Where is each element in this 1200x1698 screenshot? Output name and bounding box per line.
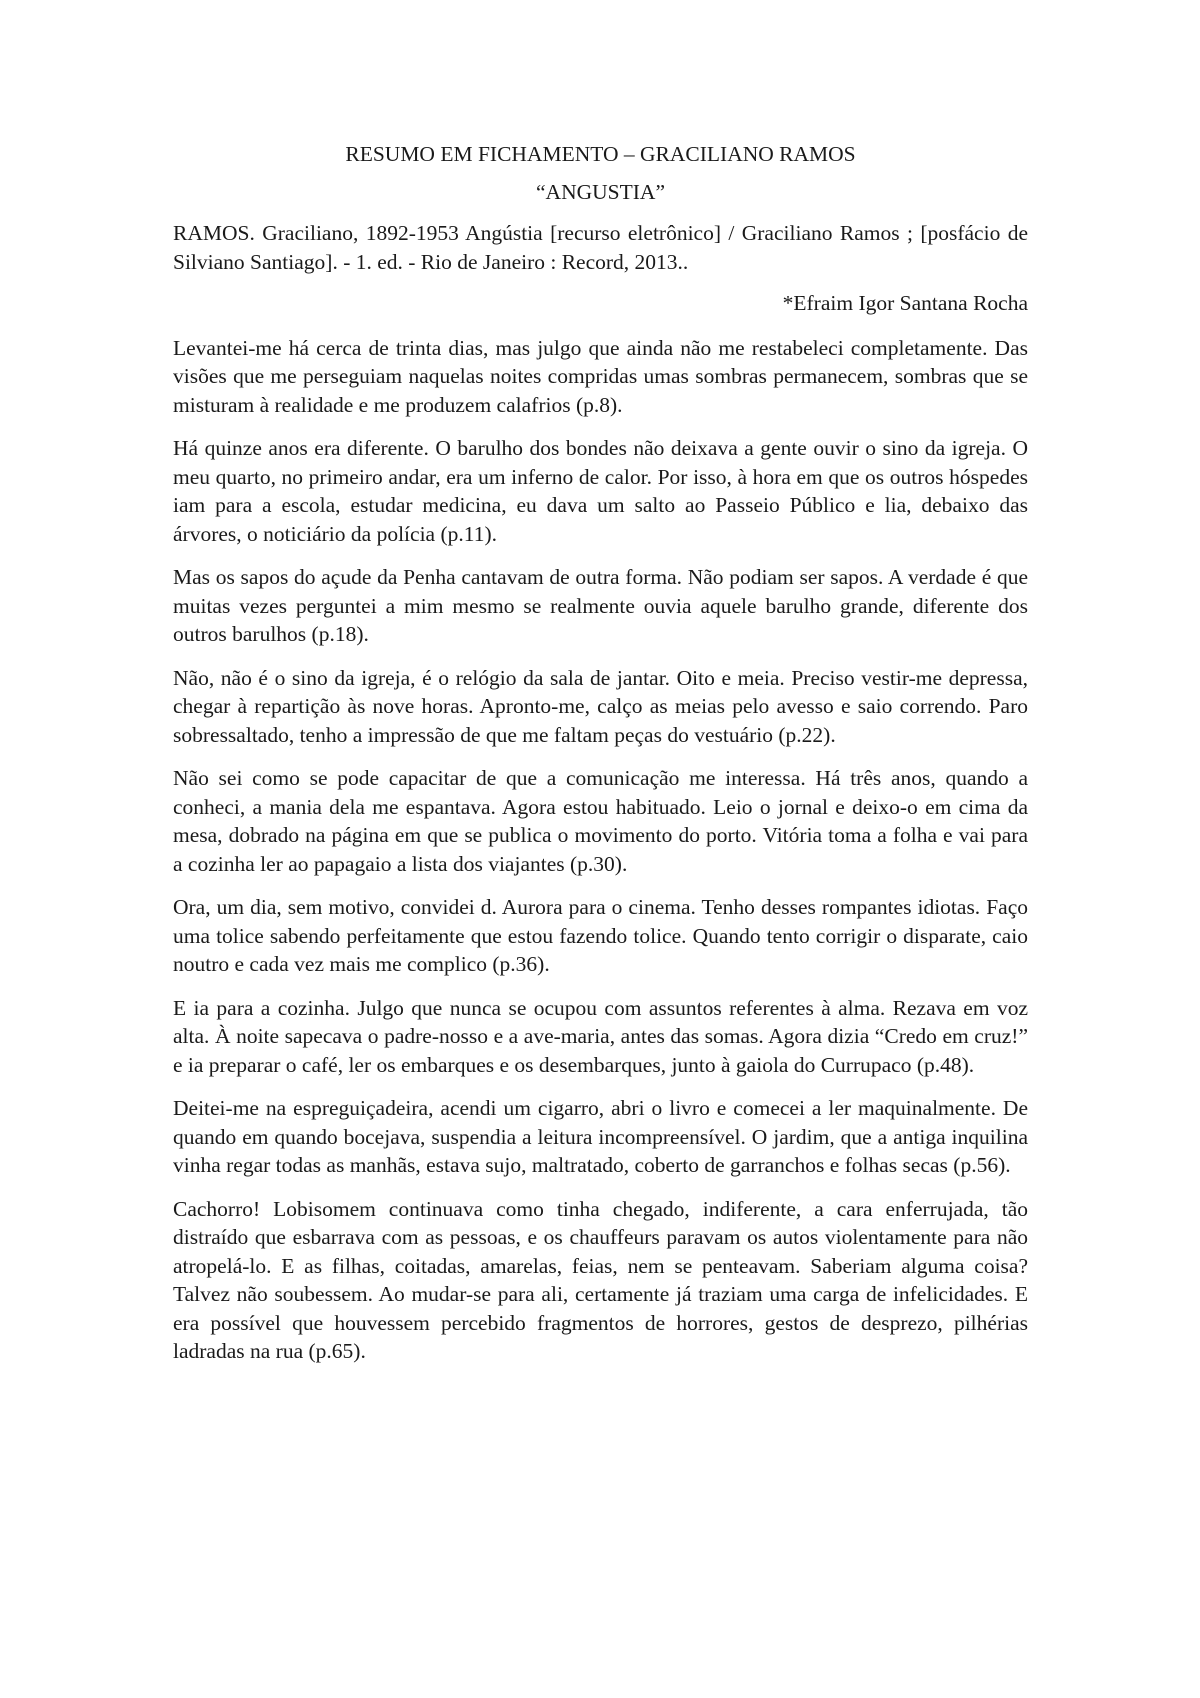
document-title: RESUMO EM FICHAMENTO – GRACILIANO RAMOS (345, 142, 856, 166)
excerpt-paragraph: Não, não é o sino da igreja, é o relógio da sala de jantar. Oito e meia. Preciso vestir-me depressa, chegar à repartição às nove horas. Apronto-me, calço as meias pelo avesso e saio correndo. Paro sobressaltado, tenho a impressão de que me faltam peças do vestuário (p.22). (173, 665, 1028, 747)
document-subtitle: “ANGUSTIA” (536, 180, 665, 204)
document-content (173, 140, 1028, 1366)
excerpt-paragraph: Levantei-me há cerca de trinta dias, mas julgo que ainda não me restabeleci completamente. Das visões que me perseguiam naquelas noites compridas umas sombras permanecem, sombras que se misturam à realidade e me produzem calafrios (p.8). (173, 335, 1028, 417)
excerpt-paragraph: Deitei-me na espreguiçadeira, acendi um cigarro, abri o livro e comecei a ler maquinalmente. De quando em quando bocejava, suspendia a leitura incompreensível. O jardim, que a antiga inquilina vinha regar todas as manhãs, estava sujo, maltratado, coberto de garranchos e folhas secas (p.56). (173, 1096, 1028, 1177)
excerpt-paragraph: Ora, um dia, sem motivo, convidei d. Aurora para o cinema. Tenho desses rompantes idiotas. Faço uma tolice sabendo perfeitamente que estou fazendo tolice. Quando tento corrigir o disparate, caio noutro e cada vez mais me complico (p.36). (173, 895, 1028, 976)
excerpt-paragraph: Há quinze anos era diferente. O barulho dos bondes não deixava a gente ouvir o sino da igreja. O meu quarto, no primeiro andar, era um inferno de calor. Por isso, à hora em que os outros hóspedes iam para a escola, estudar medicina, eu dava um salto ao Passeio Público e lia, debaixo das árvores, o noticiário da polícia (p.11). (173, 436, 1028, 546)
excerpt-paragraph: Mas os sapos do açude da Penha cantavam de outra forma. Não podiam ser sapos. A verdade é que muitas vezes perguntei a mim mesmo se realmente ouvia aquele barulho grande, diferente dos outros barulhos (p.18). (173, 565, 1028, 646)
excerpt-paragraph: Não sei como se pode capacitar de que a comunicação me interessa. Há três anos, quando a conheci, a mania dela me espantava. Agora estou habituado. Leio o jornal e deixo-o em cima da mesa, dobrado na página em que se publica o movimento do porto. Vitória toma a folha e vai para a cozinha ler ao papagaio a lista dos viajantes (p.30). (173, 766, 1028, 876)
bibliographic-reference: RAMOS. Graciliano, 1892-1953 Angústia [recurso eletrônico] / Graciliano Ramos ; [posfácio de Silviano Santiago]. - 1. ed. - Rio de Janeiro : Record, 2013.. (173, 221, 1028, 274)
excerpt-paragraph: E ia para a cozinha. Julgo que nunca se ocupou com assuntos referentes à alma. Rezava em voz alta. À noite sapecava o padre-nosso e a ave-maria, antes das somas. Agora dizia “Credo em cruz!” e ia preparar o café, ler os embarques e os desembarques, junto à gaiola do Currupaco (p.48). (173, 995, 1028, 1077)
summary-author: *Efraim Igor Santana Rocha (782, 291, 1028, 315)
excerpt-paragraph: Cachorro! Lobisomem continuava como tinha chegado, indiferente, a cara enferrujada, tão distraído que esbarrava com as pessoas, e os chauffeurs paravam os autos violentamente para não atropelá-lo. E as filhas, coitadas, amarelas, feias, nem se penteavam. Saberiam alguma coisa? Talvez não soubessem. Ao mudar-se para ali, certamente já traziam uma carga de infelicidades. E era possível que houvessem percebido fragmentos de horrores, gestos de desprezo, pilhérias ladradas na rua (p.65). (173, 1196, 1028, 1363)
